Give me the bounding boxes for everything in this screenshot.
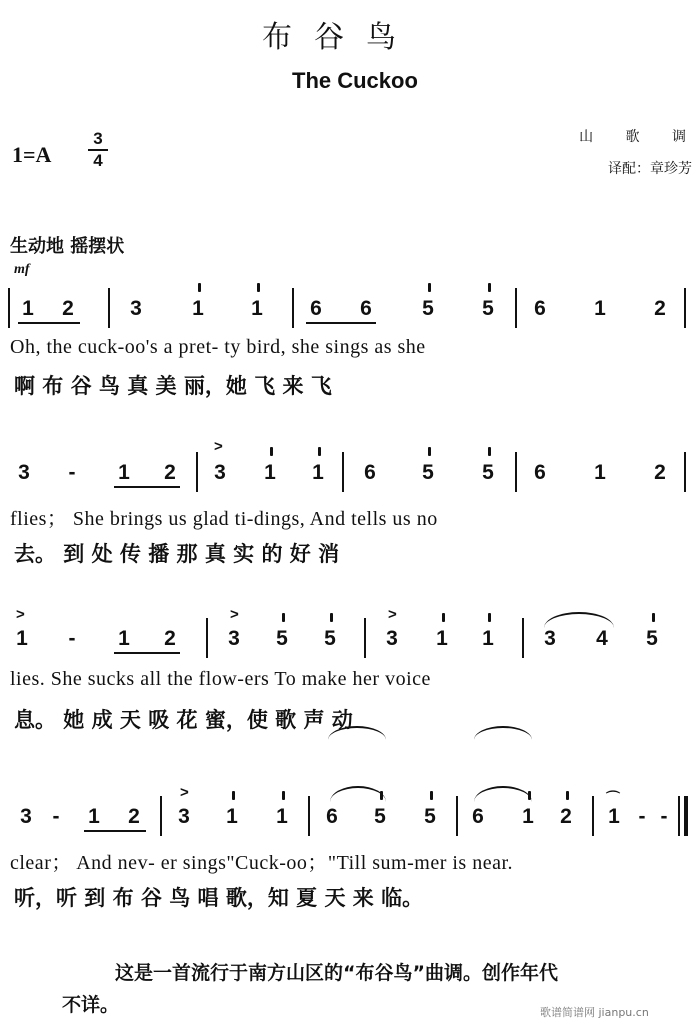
accent-mark: > [214, 438, 223, 455]
barline [515, 288, 517, 328]
time-signature-bottom: 4 [93, 151, 103, 170]
barline [196, 452, 198, 492]
note-dash: - [52, 805, 60, 828]
staccato-mark [442, 613, 445, 622]
time-signature-top: 3 [93, 129, 103, 148]
note: 5 [422, 297, 434, 320]
note: 3 [18, 461, 30, 484]
barline [160, 796, 162, 836]
note: 1 [226, 805, 238, 828]
note: 1 [192, 297, 204, 320]
tempo-marking: 生动地 摇摆状 [10, 236, 125, 257]
barline [108, 288, 110, 328]
note: 6 [534, 461, 546, 484]
accent-mark: > [230, 606, 239, 623]
note: 6 [360, 297, 372, 320]
credit-translator: 译配：章珍芳 [608, 161, 692, 177]
note: 1 [118, 461, 130, 484]
note: 5 [324, 627, 336, 650]
staccato-mark [270, 447, 273, 456]
staccato-mark [380, 791, 383, 800]
staccato-mark [430, 791, 433, 800]
note: 1 [608, 805, 620, 828]
slur-mark [330, 786, 386, 802]
staccato-mark [488, 283, 491, 292]
note: 1 [312, 461, 324, 484]
staccato-mark [282, 613, 285, 622]
fermata-mark: ⌒ [606, 791, 620, 807]
barline [678, 796, 680, 836]
staccato-mark [488, 447, 491, 456]
staccato-mark [428, 283, 431, 292]
note: 5 [276, 627, 288, 650]
note: 1 [264, 461, 276, 484]
staccato-mark [198, 283, 201, 292]
note: 1 [276, 805, 288, 828]
beam [114, 486, 180, 488]
barline [684, 288, 686, 328]
note: 1 [251, 297, 263, 320]
note: 1 [482, 627, 494, 650]
note: 3 [544, 627, 556, 650]
note: 6 [326, 805, 338, 828]
credit-source: 山 歌 调 [579, 129, 700, 145]
beam [84, 830, 146, 832]
time-signature [88, 130, 108, 170]
barline [206, 618, 208, 658]
song-title-chinese: 布谷鸟 [262, 20, 418, 55]
barline [364, 618, 366, 658]
beam [114, 652, 180, 654]
staccato-mark [528, 791, 531, 800]
note: 3 [20, 805, 32, 828]
staccato-mark [330, 613, 333, 622]
footnote-line-1: 这是一首流行于南方山区的“布谷鸟”曲调。创作年代 [115, 962, 558, 984]
staccato-mark [652, 613, 655, 622]
beam [18, 322, 80, 324]
note: 4 [596, 627, 608, 650]
lyrics-chinese: 息。 她 成 天 吸 花 蜜，使 歌 声 动 [14, 708, 353, 732]
note: 5 [424, 805, 436, 828]
note: 1 [522, 805, 534, 828]
note: 3 [130, 297, 142, 320]
note: 2 [560, 805, 572, 828]
note: 3 [386, 627, 398, 650]
barline [8, 288, 10, 328]
note: 5 [482, 297, 494, 320]
note-dash: - [660, 805, 668, 828]
barline [292, 288, 294, 328]
note: 5 [374, 805, 386, 828]
staccato-mark [428, 447, 431, 456]
note: 5 [482, 461, 494, 484]
accent-mark: > [16, 606, 25, 623]
beam [306, 322, 376, 324]
note: 6 [364, 461, 376, 484]
note: 6 [534, 297, 546, 320]
lyrics-english: Oh, the cuck-oo's a pret- ty bird, she sings as she [10, 336, 426, 358]
staccato-mark [232, 791, 235, 800]
note: 3 [178, 805, 190, 828]
note: 1 [16, 627, 28, 650]
note: 2 [164, 461, 176, 484]
note: 1 [436, 627, 448, 650]
staccato-mark [257, 283, 260, 292]
barline [592, 796, 594, 836]
footnote-line-2: 不详。 [62, 994, 120, 1016]
slur-mark [474, 786, 532, 802]
barline [522, 618, 524, 658]
staccato-mark [566, 791, 569, 800]
note: 1 [118, 627, 130, 650]
note: 2 [654, 297, 666, 320]
accent-mark: > [180, 784, 189, 801]
note: 1 [88, 805, 100, 828]
note-dash: - [68, 627, 76, 650]
note: 1 [22, 297, 34, 320]
note: 2 [654, 461, 666, 484]
barline [515, 452, 517, 492]
note: 6 [472, 805, 484, 828]
slur-mark [544, 612, 614, 628]
note: 1 [594, 461, 606, 484]
staccato-mark [282, 791, 285, 800]
note: 5 [422, 461, 434, 484]
key-signature: 1=A [12, 142, 52, 167]
slur-mark [474, 726, 532, 740]
lyrics-chinese: 啊 布 谷 鸟 真 美 丽，她 飞 来 飞 [14, 374, 332, 398]
staccato-mark [488, 613, 491, 622]
lyrics-chinese: 听，听 到 布 谷 鸟 唱 歌，知 夏 天 来 临。 [14, 886, 424, 910]
accent-mark: > [388, 606, 397, 623]
final-barline [684, 796, 688, 836]
watermark: 歌谱简谱网 jianpu.cn [540, 1006, 649, 1019]
note: 3 [214, 461, 226, 484]
lyrics-english: lies. She sucks all the flow-ers To make her voice [10, 668, 431, 690]
barline [684, 452, 686, 492]
lyrics-english: clear； And nev- er sings"Cuck-oo；"Till sum-mer is near. [10, 852, 514, 874]
note: 1 [594, 297, 606, 320]
note: 2 [128, 805, 140, 828]
note: 2 [62, 297, 74, 320]
note: 5 [646, 627, 658, 650]
barline [456, 796, 458, 836]
barline [308, 796, 310, 836]
staccato-mark [318, 447, 321, 456]
note-dash: - [638, 805, 646, 828]
dynamic-marking: mf [14, 262, 30, 277]
note: 2 [164, 627, 176, 650]
lyrics-english: flies； She brings us glad ti-dings, And tells us no [10, 508, 438, 530]
note: 3 [228, 627, 240, 650]
note-dash: - [68, 461, 76, 484]
song-title-english: The Cuckoo [292, 68, 418, 93]
lyrics-chinese: 去。 到 处 传 播 那 真 实 的 好 消 [14, 542, 340, 566]
barline [342, 452, 344, 492]
note: 6 [310, 297, 322, 320]
